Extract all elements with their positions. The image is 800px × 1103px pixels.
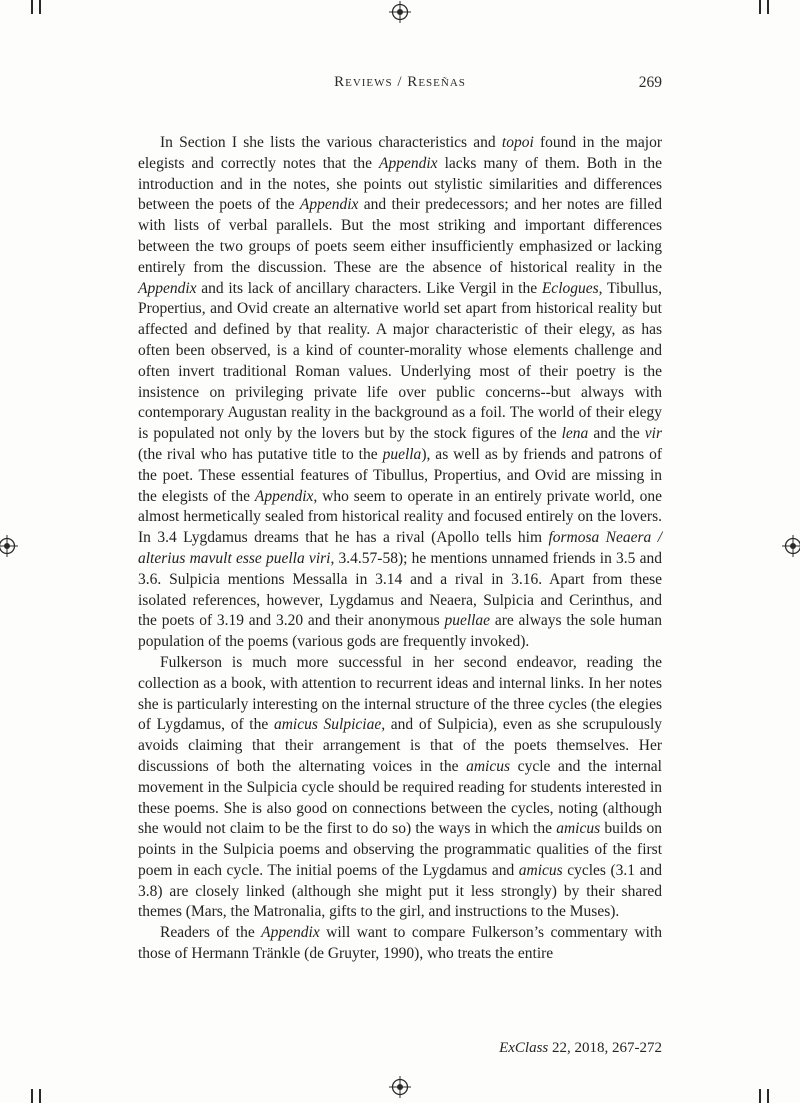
registration-target-icon — [389, 1076, 411, 1098]
crop-mark-icon — [759, 0, 761, 14]
crop-mark-icon — [767, 0, 769, 14]
crop-mark-icon — [31, 1089, 33, 1103]
crop-mark-icon — [31, 0, 33, 14]
paragraph: Readers of the Appendix will want to compare Fulkerson’s commentary with those of Hermann Tränkle (de Gruyter, 1990), who treats the entire — [138, 924, 662, 963]
crop-mark-icon — [39, 1089, 41, 1103]
crop-mark-icon — [767, 1089, 769, 1103]
running-head-title: Reviews / Reseñas — [334, 74, 466, 90]
crop-mark-icon — [759, 1089, 761, 1103]
registration-target-icon — [0, 535, 18, 557]
footer-citation — [138, 1040, 662, 1057]
paragraph: In Section I she lists the various characteristics and topoi found in the major elegists and correctly notes that the Appendix lacks many of them. Both in the introduction and in the notes, she points out stylistic similarities and differences between the poets of the Appendix and their predecessors; and her notes are filled with lists of verbal parallels. But the most striking and important differences between the two groups of poets seem either insufficiently emphasized or lacking entirely from the discussion. These are the absence of historical reality in the Appendix and its lack of ancillary characters. Like Vergil in the Eclogues, Tibullus, Propertius, and Ovid create an alternative world set apart from historical reality but affected and defined by that reality. A major characteristic of their elegy, as has often been observed, is a kind of counter-morality whose elements challenge and often invert traditional Roman values. Underlying most of their poetry is the insistence on privileging private life over public concerns--but always with contemporary Augustan reality in the background as a foil. The world of their elegy is populated not only by the lovers but by the stock figures of the lena and the vir (the rival who has putative title to the puella), as well as by friends and patrons of the poet. These essential features of Tibullus, Propertius, and Ovid are missing in the elegists of the Appendix, who seem to operate in an entirely private world, one almost hermetically sealed from historical reality and focused entirely on the lovers. In 3.4 Lygdamus dreams that he has a rival (Apollo tells him formosa Neaera / alterius mavult esse puella viri, 3.4.57-58); he mentions unnamed friends in 3.5 and 3.6. Sulpicia mentions Messalla in 3.14 and a rival in 3.16. Apart from these isolated references, however, Lygdamus and Neaera, Sulpicia and Cerinthus, and the poets of 3.19 and 3.20 and their anonymous puellae are always the sole human population of the poems (various gods are frequently invoked). — [138, 134, 663, 651]
page-number: 269 — [638, 74, 662, 91]
journal-name: ExClass — [499, 1040, 549, 1056]
running-head — [138, 74, 662, 94]
issue-citation: 22, 2018, 267-272 — [548, 1040, 662, 1056]
article-body — [138, 133, 662, 965]
paragraph: Fulkerson is much more successful in her second endeavor, reading the collection as a book, with attention to recurrent ideas and internal links. In her notes she is particularly interesting on the internal structure of the three cycles (the elegies of Lygdamus, of the amicus Sulpiciae, and of Sulpicia), even as she scrupulously avoids claiming that their arrangement is that of the poets themselves. Her discussions of both the alternating voices in the amicus cycle and the internal movement in the Sulpicia cycle should be required reading for students interested in these poems. She is also good on connections between the cycles, noting (although she would not claim to be the first to do so) the ways in which the amicus builds on points in the Sulpicia poems and observing the programmatic qualities of the first poem in each cycle. The initial poems of the Lygdamus and amicus cycles (3.1 and 3.8) are closely linked (although she might put it less strongly) by their shared themes (Mars, the Matronalia, gifts to the girl, and instructions to the Muses). — [138, 653, 663, 921]
crop-mark-icon — [39, 0, 41, 14]
registration-target-icon — [782, 535, 800, 557]
registration-target-icon — [389, 1, 411, 23]
